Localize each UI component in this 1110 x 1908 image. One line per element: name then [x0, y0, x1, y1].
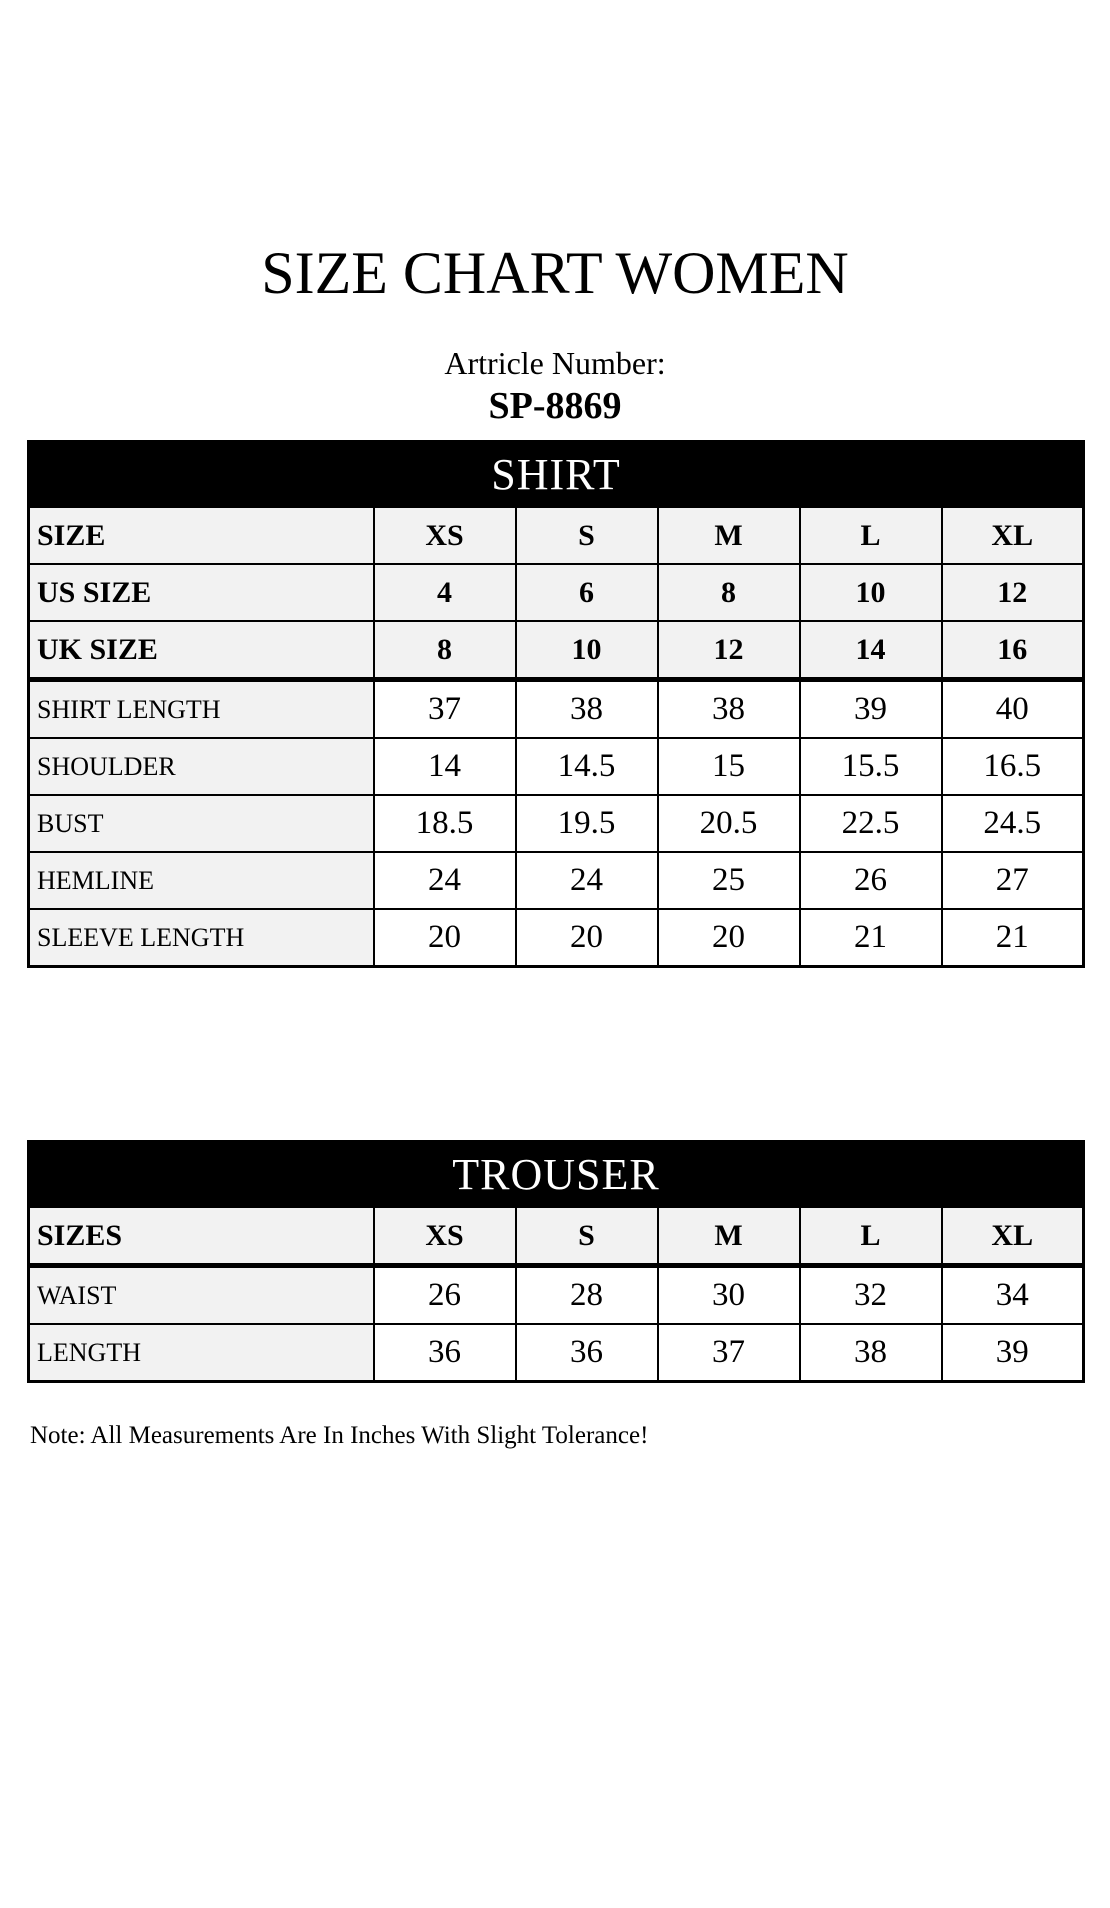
value-cell: 10: [800, 564, 942, 621]
row-label-cell: SLEEVE LENGTH: [29, 909, 374, 967]
value-cell: 34: [942, 1266, 1084, 1325]
value-cell: 18.5: [374, 795, 516, 852]
value-cell: 20: [658, 909, 800, 967]
article-number-label: Artricle Number:: [444, 345, 666, 381]
value-cell: 12: [658, 621, 800, 680]
row-label-cell: LENGTH: [29, 1324, 374, 1382]
row-label-cell: BUST: [29, 795, 374, 852]
row-shoulder: [29, 738, 1084, 795]
value-cell: L: [800, 507, 942, 565]
page-title: SIZE CHART WOMEN: [261, 240, 849, 306]
note-text: Note: All Measurements Are In Inches With Slight Tolerance!: [30, 1422, 649, 1449]
value-cell: XS: [374, 507, 516, 565]
value-cell: 30: [658, 1266, 800, 1325]
value-cell: 4: [374, 564, 516, 621]
row-hemline: [29, 852, 1084, 909]
value-cell: 16: [942, 621, 1084, 680]
value-cell: 24: [516, 852, 658, 909]
value-cell: 37: [658, 1324, 800, 1382]
article-number-value: SP-8869: [488, 385, 622, 427]
shirt-size-table: [27, 440, 1085, 968]
row-label-cell: SHOULDER: [29, 738, 374, 795]
value-cell: 20: [516, 909, 658, 967]
value-cell: 28: [516, 1266, 658, 1325]
value-cell: 10: [516, 621, 658, 680]
row-us-size: [29, 564, 1084, 621]
value-cell: 24.5: [942, 795, 1084, 852]
value-cell: 16.5: [942, 738, 1084, 795]
value-cell: S: [516, 507, 658, 565]
value-cell: XL: [942, 507, 1084, 565]
value-cell: 36: [374, 1324, 516, 1382]
row-label-cell: SHIRT LENGTH: [29, 680, 374, 739]
value-cell: XS: [374, 1207, 516, 1266]
value-cell: 20: [374, 909, 516, 967]
row-waist: [29, 1266, 1084, 1325]
row-label-cell: UK SIZE: [29, 621, 374, 680]
value-cell: 15: [658, 738, 800, 795]
value-cell: 37: [374, 680, 516, 739]
shirt-banner-row: [29, 442, 1084, 507]
shirt-table-title: SHIRT: [29, 442, 1084, 507]
value-cell: 39: [800, 680, 942, 739]
value-cell: XL: [942, 1207, 1084, 1266]
value-cell: 26: [374, 1266, 516, 1325]
value-cell: 8: [658, 564, 800, 621]
value-cell: 26: [800, 852, 942, 909]
value-cell: M: [658, 1207, 800, 1266]
value-cell: S: [516, 1207, 658, 1266]
value-cell: M: [658, 507, 800, 565]
value-cell: 40: [942, 680, 1084, 739]
row-label-cell: SIZES: [29, 1207, 374, 1266]
value-cell: 27: [942, 852, 1084, 909]
trouser-size-table: [27, 1140, 1085, 1383]
row-label-cell: HEMLINE: [29, 852, 374, 909]
value-cell: 14: [374, 738, 516, 795]
value-cell: 25: [658, 852, 800, 909]
row-length: [29, 1324, 1084, 1382]
value-cell: 36: [516, 1324, 658, 1382]
row-shirt-length: [29, 680, 1084, 739]
row-label-cell: SIZE: [29, 507, 374, 565]
row-label-cell: US SIZE: [29, 564, 374, 621]
value-cell: L: [800, 1207, 942, 1266]
value-cell: 38: [800, 1324, 942, 1382]
value-cell: 15.5: [800, 738, 942, 795]
value-cell: 38: [658, 680, 800, 739]
trouser-table-title: TROUSER: [29, 1142, 1084, 1207]
value-cell: 22.5: [800, 795, 942, 852]
row-sizes: [29, 1207, 1084, 1266]
trouser-banner-row: [29, 1142, 1084, 1207]
value-cell: 32: [800, 1266, 942, 1325]
value-cell: 21: [800, 909, 942, 967]
value-cell: 12: [942, 564, 1084, 621]
value-cell: 24: [374, 852, 516, 909]
value-cell: 14.5: [516, 738, 658, 795]
row-sleeve-length: [29, 909, 1084, 967]
row-label-cell: WAIST: [29, 1266, 374, 1325]
row-uk-size: [29, 621, 1084, 680]
value-cell: 39: [942, 1324, 1084, 1382]
value-cell: 6: [516, 564, 658, 621]
value-cell: 14: [800, 621, 942, 680]
value-cell: 19.5: [516, 795, 658, 852]
row-bust: [29, 795, 1084, 852]
value-cell: 21: [942, 909, 1084, 967]
size-chart-document: [0, 240, 1110, 1451]
value-cell: 8: [374, 621, 516, 680]
value-cell: 20.5: [658, 795, 800, 852]
value-cell: 38: [516, 680, 658, 739]
row-size: [29, 507, 1084, 565]
